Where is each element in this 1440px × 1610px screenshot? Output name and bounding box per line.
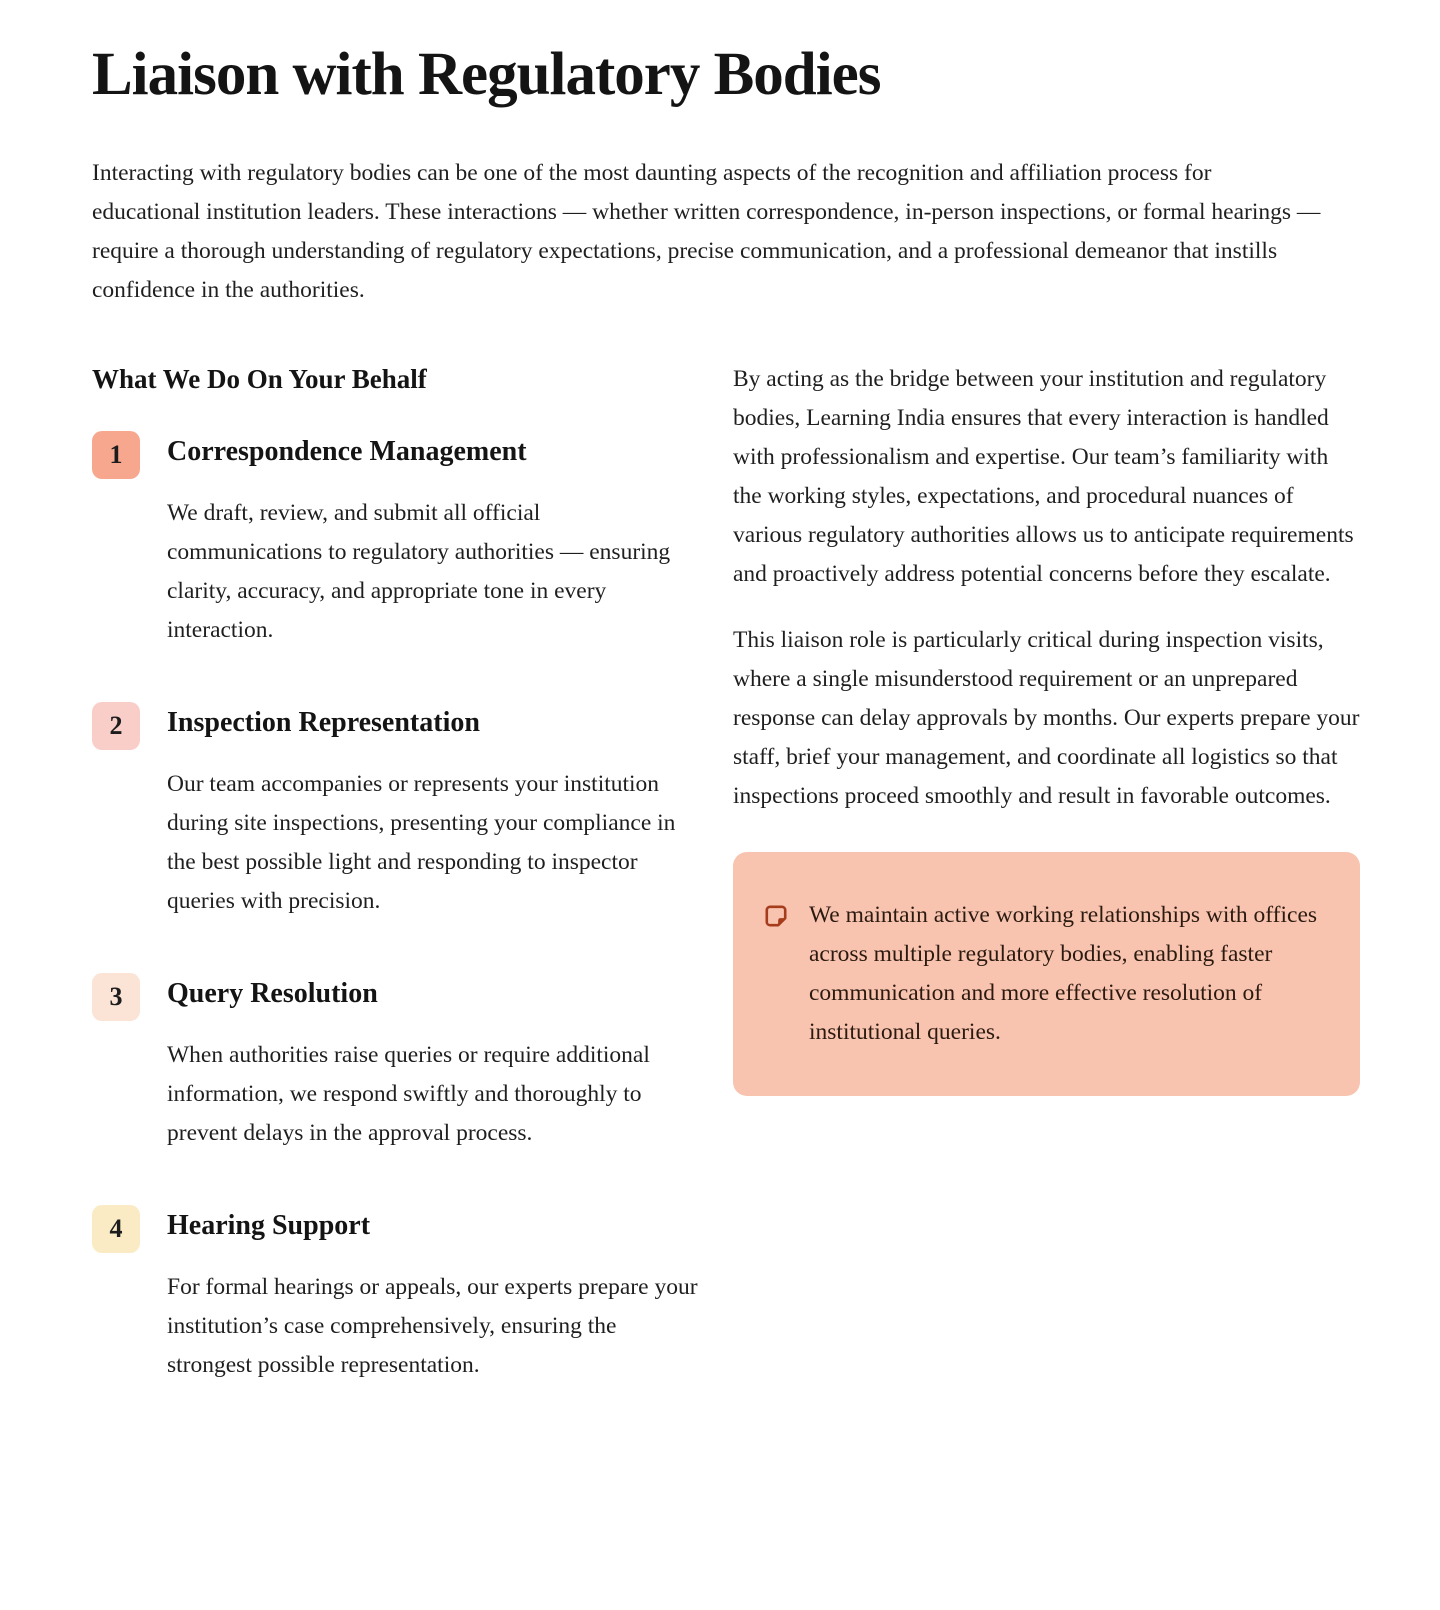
item-body: When authorities raise queries or require additional information, we respond swiftly and thoroughly to prevent delays in the approval process. bbox=[167, 1042, 650, 1146]
item-content bbox=[167, 431, 700, 650]
services-heading: What We Do On Your Behalf bbox=[92, 364, 427, 394]
item-content bbox=[167, 973, 700, 1153]
list-item bbox=[92, 702, 700, 921]
callout-text: We maintain active working relationships with offices across multiple regulatory bodies, enabling faster communication and more effective resolution of institutional queries. bbox=[809, 902, 1318, 1045]
description-paragraph-2: This liaison role is particularly critical during inspection visits, where a single misunderstood requirement or an unprepared response can delay approvals by months. Our experts prepare your staff, brief your management, and coordinate all logistics so that inspections proceed smoothly and result in favorable outcomes. bbox=[733, 627, 1360, 809]
item-title: Hearing Support bbox=[167, 1210, 371, 1241]
item-title: Correspondence Management bbox=[167, 436, 527, 467]
item-number-badge: 3 bbox=[92, 973, 140, 1021]
description-paragraph-1: By acting as the bridge between your institution and regulatory bodies, Learning India ensures that every interaction is handled with professionalism and expertise. Our team’s familiarity with the working styles, expectations, and procedural nuances of various regulatory authorities allows us to anticipate requirements and proactively address potential concerns before they escalate. bbox=[733, 366, 1354, 587]
item-number-badge: 4 bbox=[92, 1205, 140, 1253]
sticky-note-icon bbox=[763, 903, 789, 929]
description-column bbox=[733, 360, 1360, 1096]
list-item bbox=[92, 431, 700, 650]
item-body: We draft, review, and submit all official communications to regulatory authorities — ensuring clarity, accuracy, and appropriate tone in every interaction. bbox=[167, 500, 671, 643]
list-item bbox=[92, 973, 700, 1153]
services-column bbox=[92, 360, 700, 1437]
page-title: Liaison with Regulatory Bodies bbox=[92, 41, 881, 108]
list-item bbox=[92, 1205, 700, 1385]
two-column-layout bbox=[92, 360, 1360, 1437]
item-content bbox=[167, 702, 700, 921]
item-number-badge: 2 bbox=[92, 702, 140, 750]
item-content bbox=[167, 1205, 700, 1385]
item-body: Our team accompanies or represents your institution during site inspections, presenting your compliance in the best possible light and responding to inspector queries with precision. bbox=[167, 771, 676, 914]
item-body: For formal hearings or appeals, our experts prepare your institution’s case comprehensively, ensuring the strongest possible representation. bbox=[167, 1274, 698, 1378]
highlight-callout bbox=[733, 852, 1360, 1096]
item-number-badge: 1 bbox=[92, 431, 140, 479]
item-title: Inspection Representation bbox=[167, 707, 480, 738]
intro-paragraph: Interacting with regulatory bodies can be one of the most daunting aspects of the recognition and affiliation process for educational institution leaders. These interactions — whether written correspondence, in-person inspections, or formal hearings — require a thorough understanding of regulatory expectations, precise communication, and a professional demeanor that instills confidence in the authorities. bbox=[92, 160, 1321, 303]
item-title: Query Resolution bbox=[167, 978, 378, 1009]
